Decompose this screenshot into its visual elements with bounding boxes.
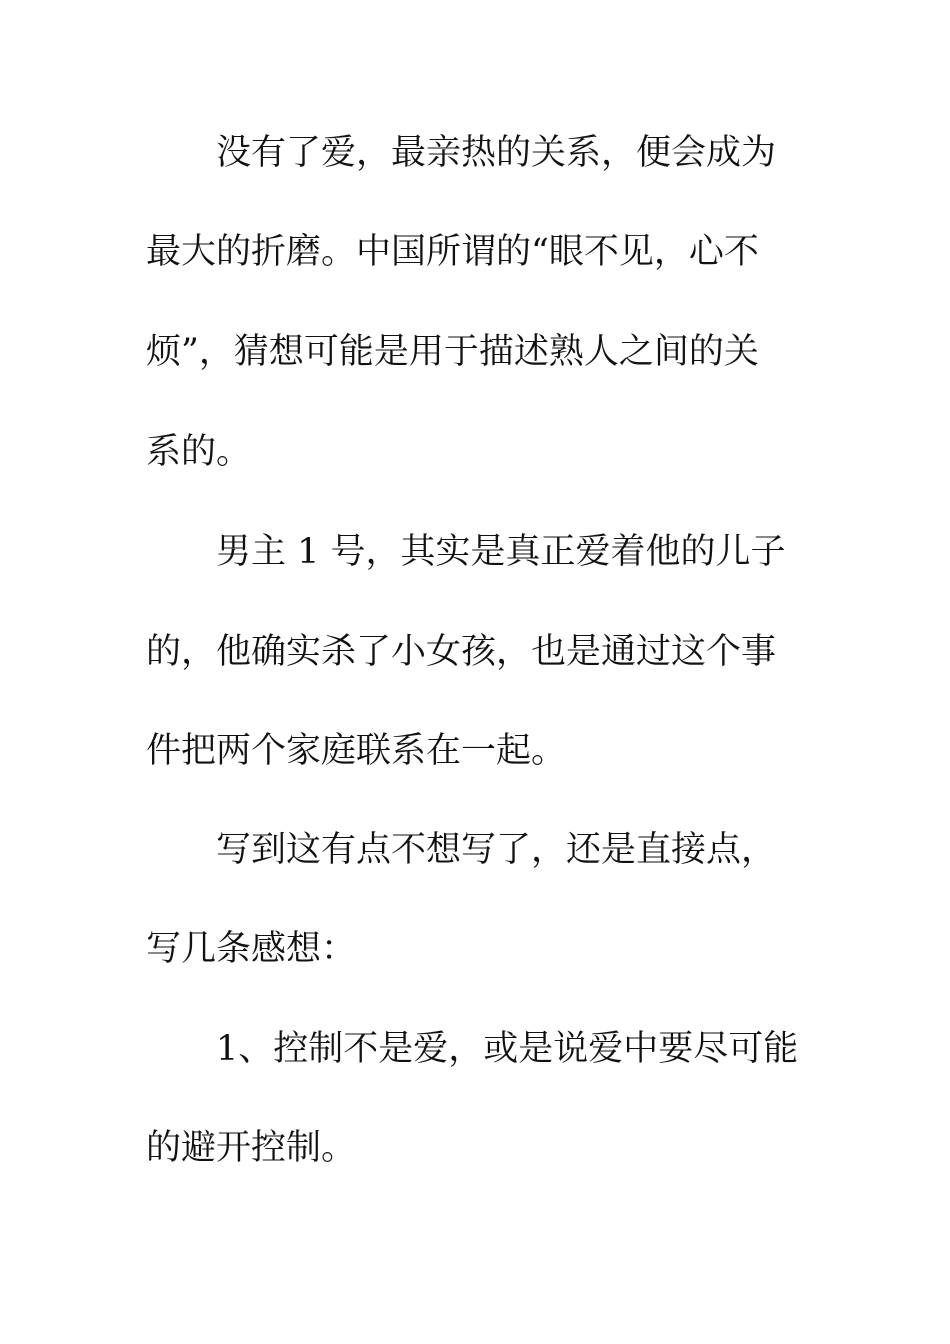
text-line: 系的。 (146, 432, 252, 472)
text-line: 件把两个家庭联系在一起。 (146, 731, 567, 771)
text-line: 写几条感想： (146, 929, 357, 969)
text-line: 的，他确实杀了小女孩，也是通过这个事 (146, 632, 777, 672)
text-line: 男主 1 号，其实是真正爱着他的儿子 (216, 532, 786, 572)
text-line: 写到这有点不想写了，还是直接点， (216, 830, 777, 870)
text-line: 烦”，猜想可能是用于描述熟人之间的关 (146, 332, 759, 372)
text-line: 没有了爱，最亲热的关系，便会成为 (216, 133, 777, 173)
text-line: 的避开控制。 (146, 1128, 357, 1168)
text-line: 最大的折磨。中国所谓的“眼不见，心不 (146, 232, 759, 272)
text-line: 1、控制不是爱，或是说爱中要尽可能 (216, 1029, 799, 1069)
